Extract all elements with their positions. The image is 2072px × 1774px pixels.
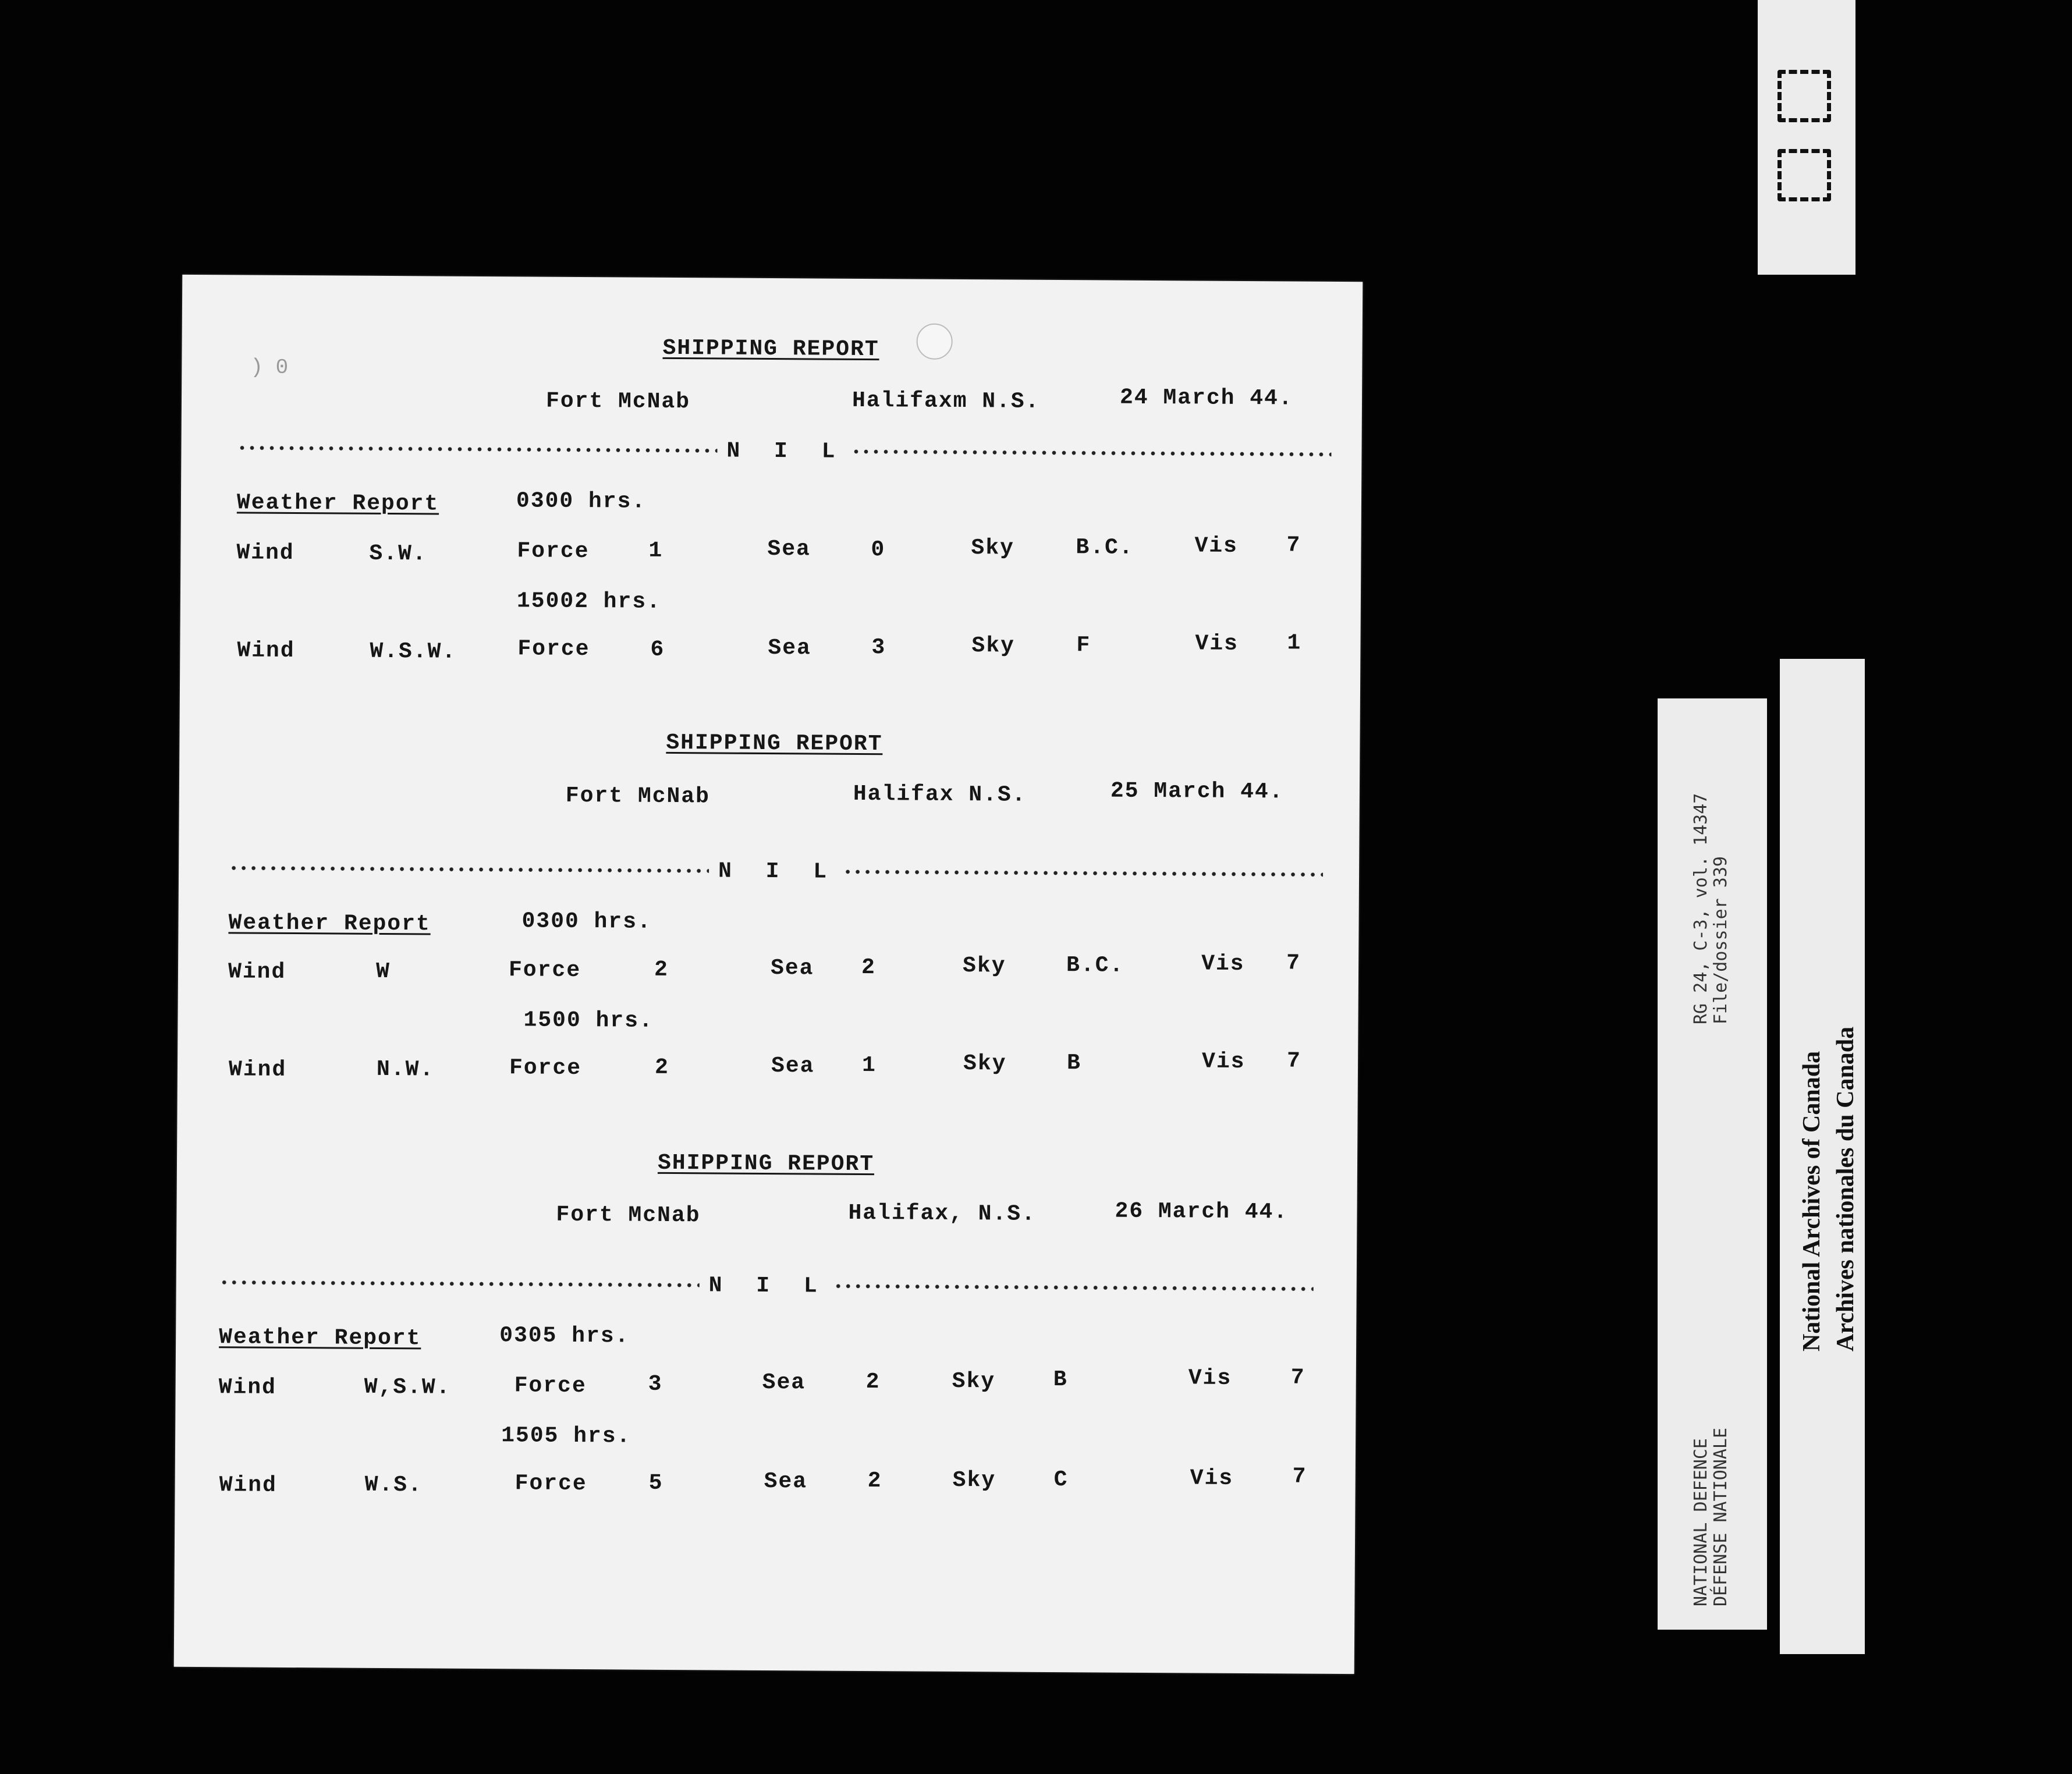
archive-name-tag: [1780, 659, 1865, 1654]
archive-name-en: National Archives of Canada: [1798, 1051, 1825, 1351]
sky-value: C: [1053, 1467, 1069, 1493]
sky-label: Sky: [971, 535, 1015, 561]
vis-value: 7: [1292, 1464, 1307, 1489]
wind-value: S.W.: [369, 541, 427, 567]
report-date: 26 March 44.: [1115, 1198, 1289, 1225]
nil-divider: [237, 439, 1331, 463]
nil-divider: [219, 1273, 1314, 1297]
sea-value: 0: [871, 537, 886, 563]
nil-divider: [229, 859, 1323, 883]
wind-value: N.W.: [376, 1056, 435, 1083]
wind-value: W,S.W.: [364, 1374, 451, 1400]
sea-label: Sea: [770, 956, 814, 981]
wind-label: Wind: [228, 959, 286, 985]
document-page: [174, 275, 1363, 1674]
obs-time: 15002 hrs.: [516, 588, 662, 615]
report-city: Halifax N.S.: [853, 781, 1027, 808]
force-label: Force: [517, 636, 590, 662]
archive-name-fr: Archives nationales du Canada: [1832, 1026, 1859, 1351]
wind-value: W: [375, 959, 391, 985]
sea-value: 3: [871, 635, 886, 661]
sea-value: 2: [861, 955, 877, 981]
frame-marker: [1777, 70, 1831, 122]
dot-leader: [843, 870, 1323, 877]
wind-label: Wind: [219, 1473, 277, 1498]
wind-value: W.S.W.: [370, 638, 457, 665]
force-value: 2: [654, 1055, 669, 1080]
sky-value: B.C.: [1076, 535, 1134, 560]
vis-label: Vis: [1195, 631, 1239, 657]
report-location: Fort McNab: [556, 1202, 701, 1229]
sky-value: B: [1053, 1367, 1068, 1393]
wind-value: W.S.: [364, 1472, 423, 1498]
force-value: 3: [648, 1371, 663, 1397]
sea-value: 2: [867, 1468, 882, 1494]
dot-leader: [833, 1284, 1314, 1292]
report-date: 25 March 44.: [1110, 778, 1284, 805]
department-line-2: DÉFENSE NATIONALE: [1711, 1427, 1731, 1606]
dot-leader: [219, 1280, 700, 1287]
report-date: 24 March 44.: [1119, 385, 1293, 411]
nil-text: N I L: [718, 858, 838, 885]
force-value: 5: [648, 1470, 664, 1496]
vis-label: Vis: [1201, 1049, 1246, 1075]
margin-marks: ) 0: [250, 355, 289, 379]
archive-reference-tag: [1658, 698, 1767, 1630]
nil-text: N I L: [726, 438, 846, 464]
report-title: SHIPPING REPORT: [662, 335, 879, 363]
vis-value: 1: [1287, 630, 1302, 656]
weather-report-label: Weather Report: [236, 490, 439, 517]
sea-label: Sea: [764, 1468, 808, 1495]
sky-label: Sky: [962, 953, 1006, 979]
force-label: Force: [515, 1471, 587, 1497]
force-label: Force: [517, 538, 590, 565]
archive-name: [1795, 1027, 1862, 1351]
wind-label: Wind: [237, 638, 295, 664]
force-label: Force: [514, 1373, 587, 1399]
dot-leader: [237, 445, 717, 453]
vis-label: Vis: [1190, 1466, 1234, 1491]
force-label: Force: [508, 957, 581, 984]
sky-value: B: [1066, 1051, 1082, 1076]
report-city: Halifax, N.S.: [848, 1200, 1037, 1227]
force-label: Force: [509, 1055, 582, 1081]
weather-report-label: Weather Report: [219, 1325, 421, 1351]
corner-frame-tag: [1758, 0, 1855, 275]
sea-value: 2: [865, 1369, 881, 1395]
report-title: SHIPPING REPORT: [657, 1150, 875, 1177]
force-value: 6: [650, 637, 665, 662]
dot-leader: [851, 449, 1331, 457]
sky-value: B.C.: [1066, 953, 1124, 978]
reference-line-2: File/dossier 339: [1711, 856, 1731, 1024]
report-location: Fort McNab: [545, 388, 691, 415]
department-line-1: NATIONAL DEFENCE: [1691, 1438, 1711, 1606]
obs-time: 1500 hrs.: [523, 1007, 654, 1034]
vis-value: 7: [1286, 1048, 1302, 1074]
sky-label: Sky: [952, 1368, 996, 1395]
sea-label: Sea: [767, 536, 811, 562]
weather-report-label: Weather Report: [228, 910, 431, 937]
vis-value: 7: [1286, 950, 1301, 976]
force-value: 2: [654, 957, 669, 982]
obs-time: 1505 hrs.: [501, 1423, 631, 1449]
obs-time: 0300 hrs.: [516, 488, 647, 515]
sea-label: Sea: [768, 635, 811, 661]
wind-label: Wind: [236, 540, 295, 566]
sea-value: 1: [861, 1052, 877, 1078]
archive-reference: [1691, 793, 1731, 1024]
sky-label: Sky: [971, 633, 1016, 659]
obs-time: 0300 hrs.: [521, 909, 652, 935]
vis-label: Vis: [1201, 951, 1245, 977]
report-location: Fort McNab: [565, 783, 711, 810]
punch-hole: [916, 324, 952, 360]
dot-leader: [229, 865, 709, 873]
sky-label: Sky: [952, 1467, 996, 1493]
obs-time: 0305 hrs.: [499, 1323, 630, 1349]
report-city: Halifaxm N.S.: [851, 388, 1040, 414]
sky-label: Sky: [963, 1051, 1007, 1077]
sky-value: F: [1076, 633, 1091, 658]
wind-label: Wind: [228, 1057, 287, 1083]
reference-line-1: RG 24, C-3, vol. 14347: [1691, 793, 1711, 1024]
frame-marker: [1777, 149, 1831, 201]
sea-label: Sea: [762, 1369, 806, 1396]
sea-label: Sea: [771, 1053, 815, 1079]
vis-label: Vis: [1188, 1365, 1232, 1391]
archive-department: [1691, 1428, 1731, 1606]
force-value: 1: [648, 538, 664, 563]
vis-label: Vis: [1194, 533, 1239, 559]
nil-text: N I L: [708, 1272, 828, 1299]
report-title: SHIPPING REPORT: [666, 730, 883, 757]
vis-value: 7: [1286, 533, 1301, 558]
wind-label: Wind: [218, 1375, 276, 1400]
vis-value: 7: [1290, 1365, 1305, 1390]
